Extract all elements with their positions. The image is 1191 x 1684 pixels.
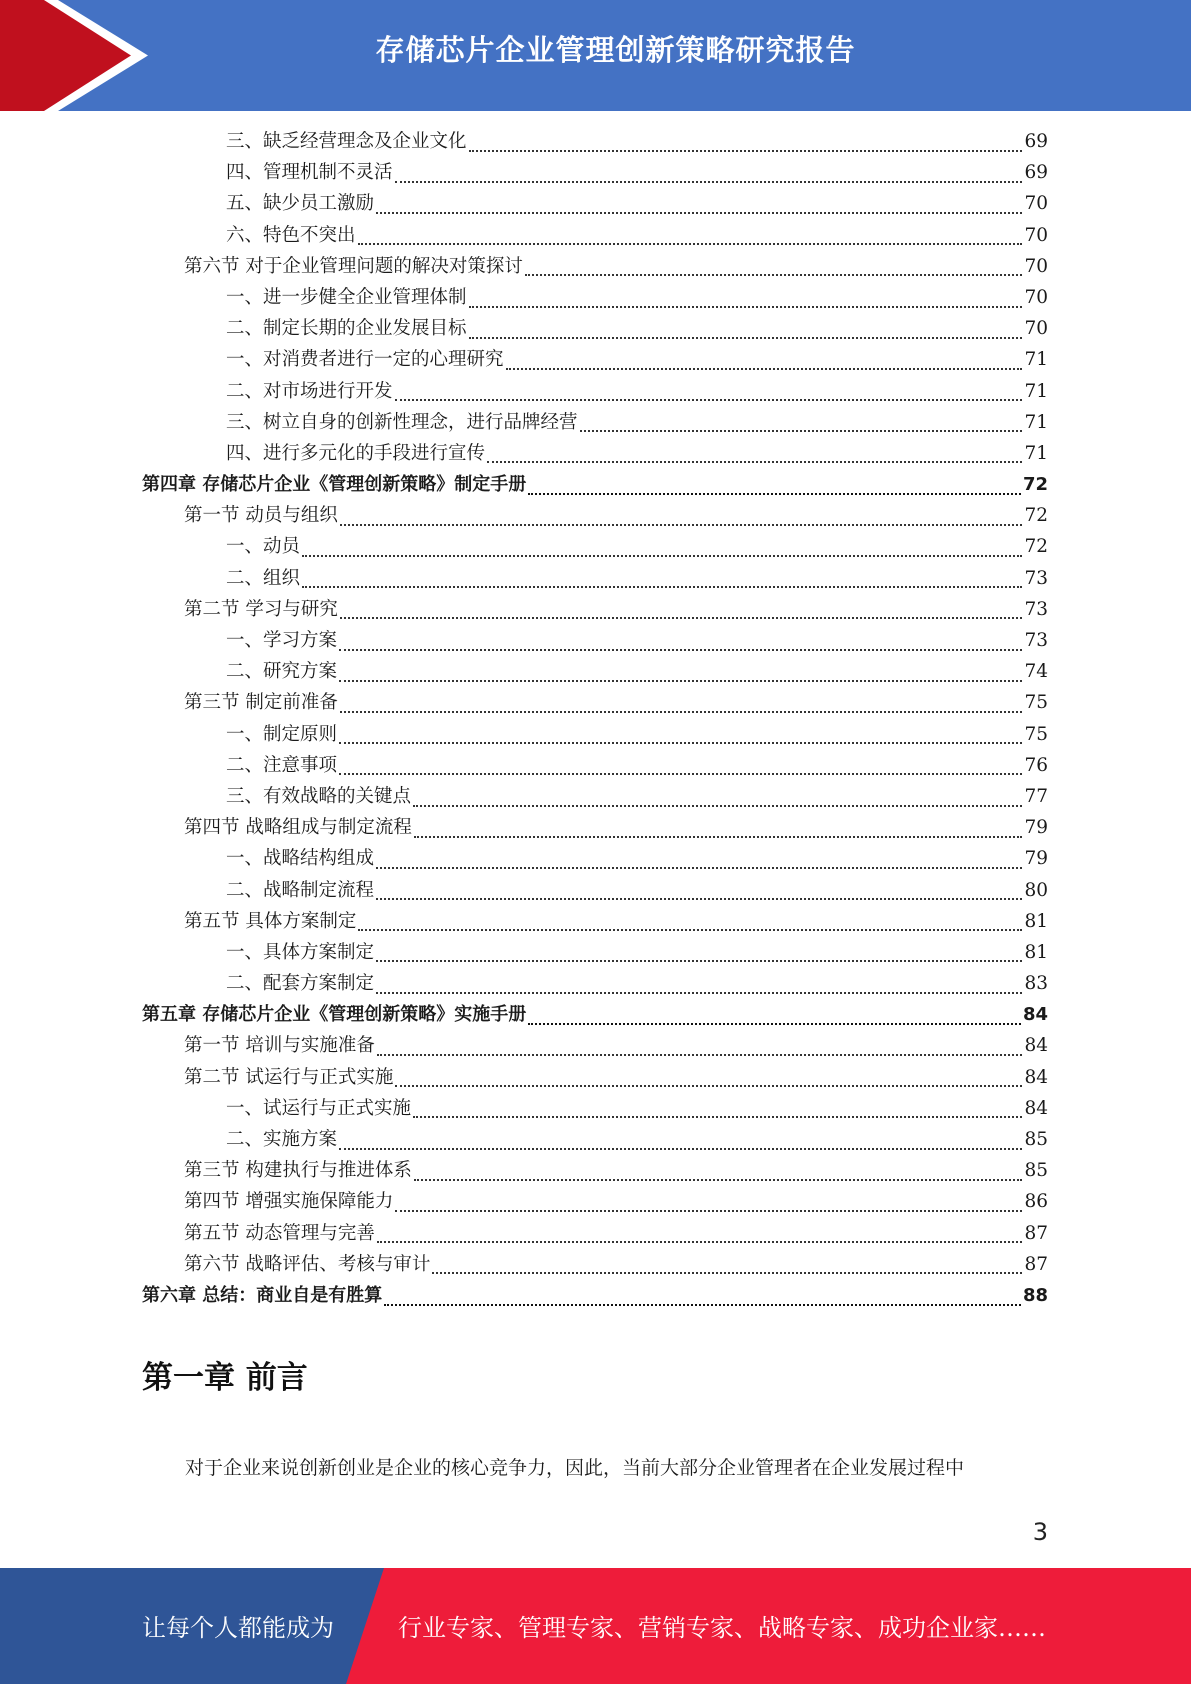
toc-dot-leader <box>469 150 1023 152</box>
toc-dot-leader <box>339 680 1022 682</box>
toc-entry-page: 70 <box>1024 224 1048 246</box>
toc-dot-leader <box>525 274 1023 276</box>
toc-entry-title: 二、实施方案 <box>226 1129 338 1150</box>
toc-dot-leader <box>487 461 1022 463</box>
toc-dot-leader <box>377 1054 1023 1056</box>
toc-subsection-entry[interactable] <box>142 843 1048 874</box>
toc-entry-title: 三、树立自身的创新性理念，进行品牌经营 <box>226 411 578 433</box>
toc-dot-leader <box>376 898 1022 900</box>
toc-entry-title: 三、有效战略的关键点 <box>226 785 412 807</box>
toc-entry-title: 二、组织 <box>226 567 301 589</box>
toc-entry-title: 一、对消费者进行一定的心理研究 <box>226 349 504 371</box>
toc-subsection-entry[interactable] <box>142 376 1048 407</box>
toc-entry-page: 79 <box>1024 848 1048 870</box>
toc-subsection-entry[interactable] <box>142 937 1048 968</box>
page-footer <box>0 1568 1191 1684</box>
toc-entry-page: 80 <box>1024 879 1048 901</box>
toc-dot-leader <box>413 805 1022 807</box>
toc-entry-page: 84 <box>1024 1097 1048 1119</box>
body-paragraph: 对于企业来说创新创业是企业的核心竞争力，因此，当前大部分企业管理者在企业发展过程中 <box>185 1457 965 1479</box>
toc-entry-title: 二、对市场进行开发 <box>226 380 393 402</box>
toc-section-entry[interactable] <box>142 812 1048 843</box>
toc-entry-page: 76 <box>1024 754 1048 776</box>
toc-chapter-entry[interactable] <box>142 999 1048 1030</box>
toc-subsection-entry[interactable] <box>142 531 1048 562</box>
toc-subsection-entry[interactable] <box>142 157 1048 188</box>
toc-entry-title: 第一节 动员与组织 <box>184 505 338 527</box>
toc-dot-leader <box>339 649 1022 651</box>
toc-subsection-entry[interactable] <box>142 719 1048 750</box>
toc-chapter-entry[interactable] <box>142 469 1048 500</box>
toc-entry-title: 第三节 制定前准备 <box>184 692 338 714</box>
toc-entry-page: 85 <box>1024 1160 1048 1182</box>
toc-dot-leader <box>414 1179 1023 1181</box>
toc-dot-leader <box>528 493 1021 495</box>
toc-entry-title: 一、试运行与正式实施 <box>226 1097 412 1119</box>
toc-entry-page: 75 <box>1024 692 1048 714</box>
toc-subsection-entry[interactable] <box>142 750 1048 781</box>
toc-subsection-entry[interactable] <box>142 781 1048 812</box>
toc-entry-page: 71 <box>1024 349 1048 371</box>
toc-entry-title: 二、配套方案制定 <box>226 973 375 995</box>
toc-dot-leader <box>506 368 1023 370</box>
footer-slogan-left: 让每个人都能成为 <box>142 1614 334 1642</box>
toc-subsection-entry[interactable] <box>142 1093 1048 1124</box>
toc-entry-page: 73 <box>1024 567 1048 589</box>
toc-dot-leader <box>395 1210 1022 1212</box>
toc-dot-leader <box>395 399 1023 401</box>
toc-subsection-entry[interactable] <box>142 282 1048 313</box>
toc-dot-leader <box>376 867 1022 869</box>
toc-subsection-entry[interactable] <box>142 126 1048 157</box>
toc-section-entry[interactable] <box>142 1186 1048 1217</box>
table-of-contents <box>142 126 1048 1311</box>
toc-section-entry[interactable] <box>142 500 1048 531</box>
toc-dot-leader <box>302 586 1022 588</box>
toc-section-entry[interactable] <box>142 1062 1048 1093</box>
toc-entry-page: 70 <box>1024 286 1048 308</box>
toc-subsection-entry[interactable] <box>142 1124 1048 1155</box>
toc-dot-leader <box>340 711 1023 713</box>
toc-entry-title: 第六节 战略评估、考核与审计 <box>184 1253 431 1275</box>
toc-entry-page: 81 <box>1024 910 1048 932</box>
toc-entry-page: 83 <box>1024 973 1048 995</box>
toc-dot-leader <box>395 1085 1022 1087</box>
toc-subsection-entry[interactable] <box>142 188 1048 219</box>
toc-subsection-entry[interactable] <box>142 407 1048 438</box>
toc-entry-page: 74 <box>1024 661 1048 683</box>
toc-entry-title: 第四章 存储芯片企业《管理创新策略》制定手册 <box>142 474 527 496</box>
toc-entry-page: 81 <box>1024 941 1048 963</box>
toc-entry-page: 71 <box>1024 411 1048 433</box>
toc-dot-leader <box>376 992 1022 994</box>
toc-entry-title: 五、缺少员工激励 <box>226 193 375 215</box>
toc-subsection-entry[interactable] <box>142 438 1048 469</box>
toc-entry-title: 一、进一步健全企业管理体制 <box>226 286 467 308</box>
toc-dot-leader <box>358 929 1022 931</box>
toc-entry-title: 六、特色不突出 <box>226 224 356 246</box>
toc-section-entry[interactable] <box>142 1218 1048 1249</box>
toc-entry-title: 二、战略制定流程 <box>226 879 375 901</box>
toc-subsection-entry[interactable] <box>142 313 1048 344</box>
toc-entry-title: 一、战略结构组成 <box>226 848 375 870</box>
toc-entry-page: 85 <box>1024 1129 1048 1150</box>
toc-entry-title: 第六章 总结：商业自是有胜算 <box>142 1284 383 1306</box>
toc-entry-title: 第二节 试运行与正式实施 <box>184 1066 394 1088</box>
toc-entry-page: 70 <box>1024 318 1048 340</box>
toc-dot-leader <box>358 243 1023 245</box>
toc-chapter-entry[interactable] <box>142 1280 1048 1311</box>
toc-entry-title: 第五节 具体方案制定 <box>184 910 357 932</box>
toc-dot-leader <box>377 1241 1023 1243</box>
toc-dot-leader <box>432 1272 1022 1274</box>
toc-entry-title: 第五节 动态管理与完善 <box>184 1222 375 1244</box>
toc-dot-leader <box>384 1304 1021 1306</box>
toc-entry-title: 第四节 战略组成与制定流程 <box>184 817 412 839</box>
toc-entry-title: 一、动员 <box>226 536 301 558</box>
toc-dot-leader <box>339 1148 1022 1150</box>
toc-subsection-entry[interactable] <box>142 656 1048 687</box>
toc-dot-leader <box>469 306 1023 308</box>
toc-dot-leader <box>395 181 1023 183</box>
toc-entry-page: 71 <box>1024 442 1048 464</box>
toc-entry-title: 四、进行多元化的手段进行宣传 <box>226 442 486 464</box>
toc-entry-page: 75 <box>1024 723 1048 745</box>
toc-dot-leader <box>413 1116 1022 1118</box>
toc-entry-page: 77 <box>1024 785 1048 807</box>
toc-dot-leader <box>469 337 1023 339</box>
toc-dot-leader <box>339 742 1022 744</box>
toc-entry-page: 79 <box>1024 817 1048 839</box>
toc-section-entry[interactable] <box>142 906 1048 937</box>
toc-entry-page: 72 <box>1024 505 1048 527</box>
toc-entry-page: 88 <box>1022 1284 1048 1306</box>
toc-entry-page: 70 <box>1024 255 1048 277</box>
toc-dot-leader <box>580 430 1023 432</box>
toc-entry-title: 第四节 增强实施保障能力 <box>184 1191 394 1213</box>
toc-section-entry[interactable] <box>142 687 1048 718</box>
page-number: 3 <box>1032 1518 1048 1546</box>
toc-dot-leader <box>340 617 1023 619</box>
toc-entry-title: 四、管理机制不灵活 <box>226 162 393 184</box>
toc-entry-page: 72 <box>1022 474 1048 496</box>
toc-entry-title: 第一节 培训与实施准备 <box>184 1035 375 1057</box>
toc-subsection-entry[interactable] <box>142 968 1048 999</box>
toc-entry-page: 86 <box>1024 1191 1048 1213</box>
toc-entry-title: 第三节 构建执行与推进体系 <box>184 1160 412 1182</box>
toc-entry-page: 72 <box>1024 536 1048 558</box>
toc-dot-leader <box>302 555 1022 557</box>
toc-section-entry[interactable] <box>142 1030 1048 1061</box>
toc-subsection-entry[interactable] <box>142 344 1048 375</box>
toc-entry-page: 73 <box>1024 598 1048 620</box>
toc-section-entry[interactable] <box>142 594 1048 625</box>
toc-entry-page: 84 <box>1024 1035 1048 1057</box>
page-header <box>0 0 1191 111</box>
toc-entry-page: 69 <box>1024 131 1048 152</box>
toc-subsection-entry[interactable] <box>142 625 1048 656</box>
toc-entry-title: 二、研究方案 <box>226 661 338 683</box>
toc-dot-leader <box>376 212 1022 214</box>
toc-entry-page: 84 <box>1024 1066 1048 1088</box>
toc-entry-page: 87 <box>1024 1253 1048 1275</box>
toc-entry-title: 二、制定长期的企业发展目标 <box>226 318 467 340</box>
toc-subsection-entry[interactable] <box>142 875 1048 906</box>
toc-subsection-entry[interactable] <box>142 220 1048 251</box>
toc-section-entry[interactable] <box>142 1249 1048 1280</box>
toc-subsection-entry[interactable] <box>142 563 1048 594</box>
toc-entry-page: 84 <box>1022 1004 1048 1026</box>
toc-dot-leader <box>376 960 1022 962</box>
toc-dot-leader <box>414 836 1023 838</box>
toc-entry-page: 70 <box>1024 193 1048 215</box>
report-title: 存储芯片企业管理创新策略研究报告 <box>375 33 856 67</box>
footer-slogan-right: 行业专家、管理专家、营销专家、战略专家、成功企业家…… <box>398 1614 1046 1642</box>
toc-section-entry[interactable] <box>142 251 1048 282</box>
toc-entry-title: 三、缺乏经营理念及企业文化 <box>226 131 467 152</box>
toc-entry-page: 69 <box>1024 162 1048 184</box>
toc-entry-title: 第五章 存储芯片企业《管理创新策略》实施手册 <box>142 1004 527 1026</box>
toc-dot-leader <box>528 1023 1021 1025</box>
toc-section-entry[interactable] <box>142 1155 1048 1186</box>
chapter-heading: 第一章 前言 <box>142 1360 308 1396</box>
toc-entry-title: 一、制定原则 <box>226 723 338 745</box>
toc-entry-title: 一、具体方案制定 <box>226 941 375 963</box>
toc-entry-page: 71 <box>1024 380 1048 402</box>
toc-entry-page: 73 <box>1024 630 1048 651</box>
toc-entry-title: 一、学习方案 <box>226 630 338 651</box>
toc-dot-leader <box>339 773 1022 775</box>
toc-entry-title: 二、注意事项 <box>226 754 338 776</box>
toc-entry-title: 第二节 学习与研究 <box>184 598 338 620</box>
toc-entry-page: 87 <box>1024 1222 1048 1244</box>
toc-dot-leader <box>340 524 1023 526</box>
toc-entry-title: 第六节 对于企业管理问题的解决对策探讨 <box>184 255 523 277</box>
